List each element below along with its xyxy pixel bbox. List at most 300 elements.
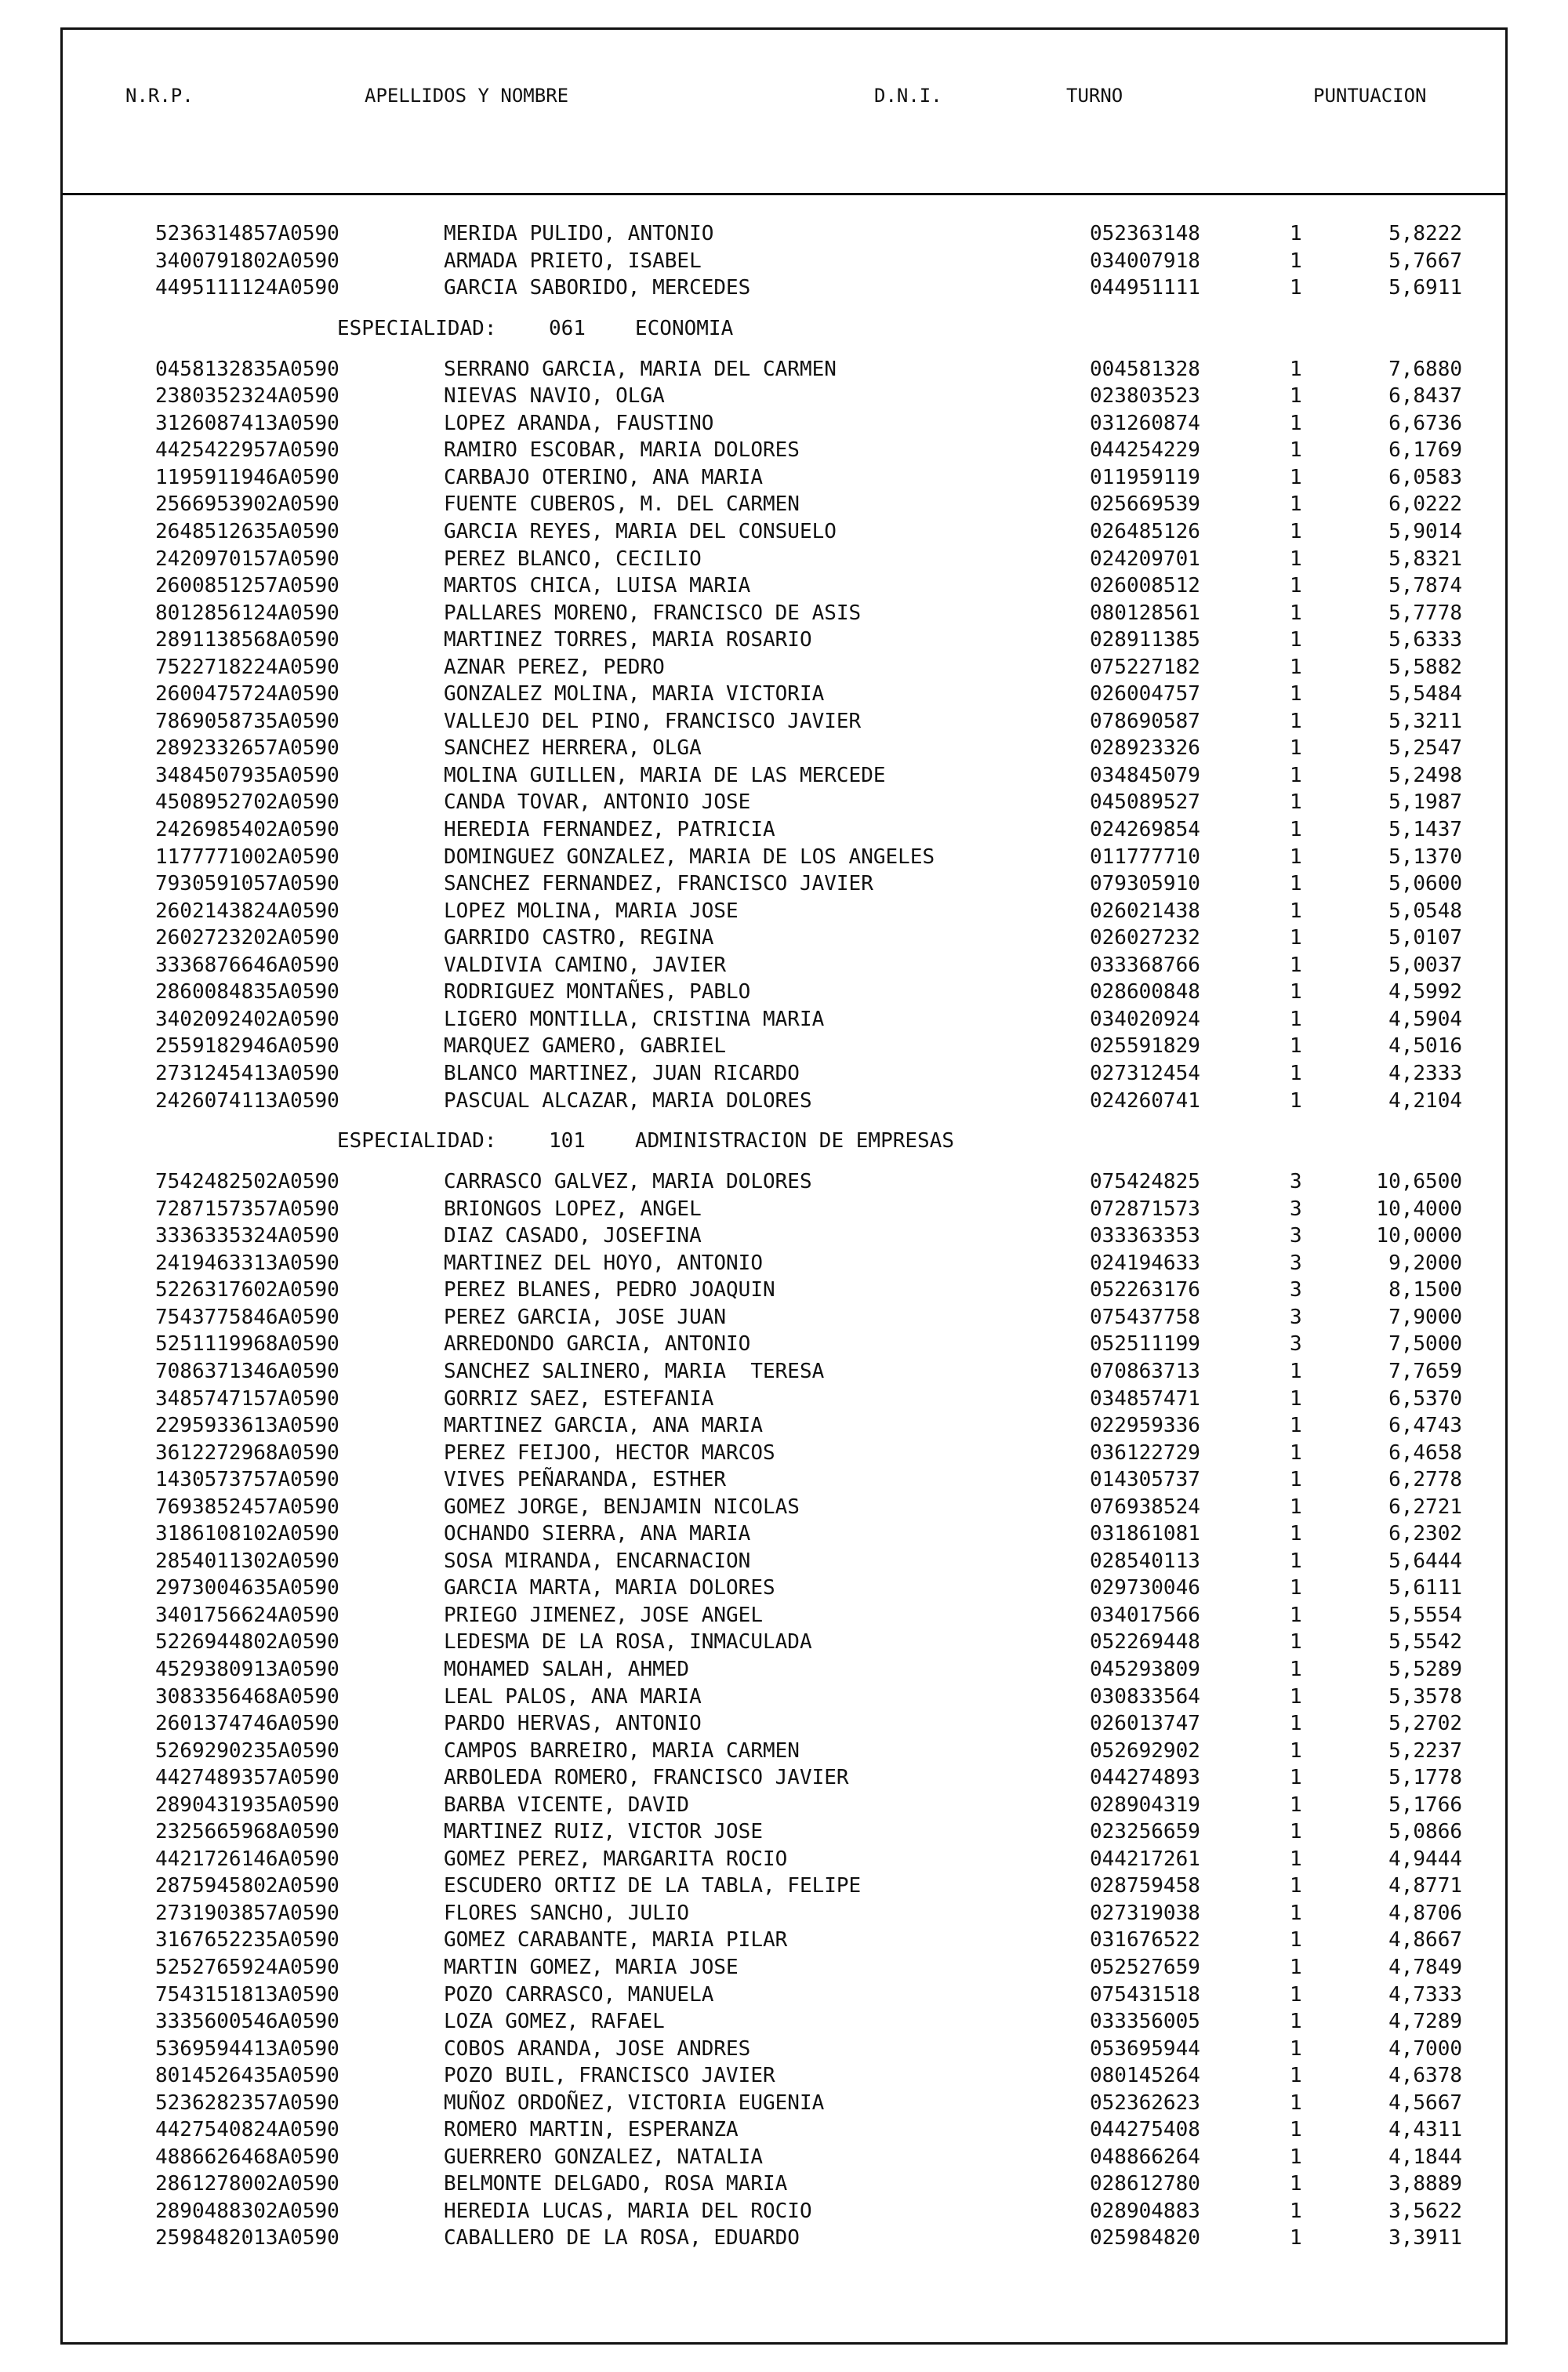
cell-score: 5,5542 (1388, 1630, 1462, 1655)
cell-score: 6,1769 (1388, 438, 1462, 463)
cell-dni: 024209701 (1090, 547, 1200, 571)
cell-name: ESCUDERO ORTIZ DE LA TABLA, FELIPE (444, 1874, 862, 1898)
cell-turno: 1 (1290, 1793, 1302, 1817)
cell-dni: 034857471 (1090, 1386, 1200, 1411)
cell-nrp: 7869058735A0590 (155, 709, 339, 733)
cell-nrp: 2295933613A0590 (155, 1414, 339, 1438)
cell-turno: 1 (1290, 1088, 1302, 1113)
cell-nrp: 1177771002A0590 (155, 845, 339, 869)
cell-turno: 3 (1290, 1278, 1302, 1302)
cell-dni: 075424825 (1090, 1170, 1200, 1194)
cell-nrp: 1195911946A0590 (155, 465, 339, 489)
cell-dni: 025984820 (1090, 2226, 1200, 2250)
cell-nrp: 5226944802A0590 (155, 1630, 339, 1655)
cell-score: 6,6736 (1388, 411, 1462, 435)
table-row (63, 1575, 1505, 1602)
cell-dni: 025669539 (1090, 492, 1200, 517)
specialty-name: ECONOMIA (635, 316, 734, 340)
table-row (63, 1033, 1505, 1060)
cell-turno: 1 (1290, 1522, 1302, 1546)
column-header (63, 30, 1505, 195)
cell-turno: 1 (1290, 1414, 1302, 1438)
cell-name: GARRIDO CASTRO, REGINA (444, 926, 714, 950)
cell-dni: 027312454 (1090, 1061, 1200, 1085)
cell-name: PEREZ BLANCO, CECILIO (444, 547, 702, 571)
cell-turno: 1 (1290, 547, 1302, 571)
cell-name: GORRIZ SAEZ, ESTEFANIA (444, 1386, 714, 1411)
cell-score: 4,7289 (1388, 2010, 1462, 2034)
cell-turno: 1 (1290, 709, 1302, 733)
cell-score: 6,2302 (1388, 1522, 1462, 1546)
cell-dni: 029730046 (1090, 1576, 1200, 1600)
cell-score: 6,4658 (1388, 1440, 1462, 1465)
cell-turno: 1 (1290, 1603, 1302, 1627)
cell-name: CARRASCO GALVEZ, MARIA DOLORES (444, 1170, 812, 1194)
cell-turno: 1 (1290, 899, 1302, 923)
cell-name: MOLINA GUILLEN, MARIA DE LAS MERCEDE (444, 763, 886, 787)
table-row (63, 681, 1505, 708)
cell-turno: 1 (1290, 222, 1302, 245)
cell-name: PEREZ BLANES, PEDRO JOAQUIN (444, 1278, 775, 1302)
cell-name: MARQUEZ GAMERO, GABRIEL (444, 1034, 727, 1059)
cell-nrp: 5269290235A0590 (155, 1738, 339, 1763)
cell-turno: 1 (1290, 818, 1302, 842)
table-row (63, 762, 1505, 790)
cell-name: POZO BUIL, FRANCISCO JAVIER (444, 2064, 775, 2088)
cell-name: NIEVAS NAVIO, OLGA (444, 384, 665, 409)
cell-nrp: 2973004635A0590 (155, 1576, 339, 1600)
cell-score: 4,2104 (1388, 1088, 1462, 1113)
cell-score: 4,5992 (1388, 980, 1462, 1004)
cell-dni: 031260874 (1090, 411, 1200, 435)
cell-name: PARDO HERVAS, ANTONIO (444, 1712, 702, 1736)
cell-nrp: 2602723202A0590 (155, 926, 339, 950)
cell-score: 6,0222 (1388, 492, 1462, 517)
cell-turno: 1 (1290, 1034, 1302, 1059)
cell-score: 5,0866 (1388, 1820, 1462, 1844)
table-row (63, 952, 1505, 979)
cell-score: 10,6500 (1376, 1170, 1462, 1194)
table-row (63, 1656, 1505, 1684)
cell-score: 5,7874 (1388, 574, 1462, 598)
cell-score: 4,8667 (1388, 1928, 1462, 1952)
cell-turno: 1 (1290, 1007, 1302, 1031)
cell-turno: 1 (1290, 2199, 1302, 2223)
table-row (63, 2116, 1505, 2144)
cell-name: VALLEJO DEL PINO, FRANCISCO JAVIER (444, 709, 862, 733)
cell-score: 5,5554 (1388, 1603, 1462, 1627)
cell-dni: 033368766 (1090, 953, 1200, 977)
cell-name: ARBOLEDA ROMERO, FRANCISCO JAVIER (444, 1766, 849, 1790)
cell-name: ARREDONDO GARCIA, ANTONIO (444, 1332, 751, 1357)
table-row (63, 2170, 1505, 2198)
cell-name: SANCHEZ HERRERA, OLGA (444, 736, 702, 761)
cell-name: PRIEGO JIMENEZ, JOSE ANGEL (444, 1603, 763, 1627)
cell-score: 5,5484 (1388, 682, 1462, 707)
cell-turno: 1 (1290, 411, 1302, 435)
cell-nrp: 5236282357A0590 (155, 2090, 339, 2115)
cell-dni: 033363353 (1090, 1224, 1200, 1248)
cell-dni: 028612780 (1090, 2172, 1200, 2196)
cell-dni: 075437758 (1090, 1305, 1200, 1329)
table-row (63, 924, 1505, 952)
cell-nrp: 2559182946A0590 (155, 1034, 339, 1059)
cell-dni: 072871573 (1090, 1197, 1200, 1221)
cell-turno: 1 (1290, 1766, 1302, 1790)
cell-score: 5,1766 (1388, 1793, 1462, 1817)
cell-nrp: 5252765924A0590 (155, 1956, 339, 1979)
cell-dni: 034845079 (1090, 763, 1200, 787)
cell-score: 10,4000 (1376, 1197, 1462, 1221)
cell-score: 5,6444 (1388, 1549, 1462, 1573)
cell-dni: 036122729 (1090, 1440, 1200, 1465)
cell-name: LOZA GOMEZ, RAFAEL (444, 2010, 665, 2034)
cell-nrp: 3126087413A0590 (155, 411, 339, 435)
cell-turno: 1 (1290, 1468, 1302, 1492)
cell-turno: 1 (1290, 1738, 1302, 1763)
cell-dni: 026485126 (1090, 520, 1200, 544)
cell-nrp: 2600851257A0590 (155, 574, 339, 598)
cell-name: PALLARES MORENO, FRANCISCO DE ASIS (444, 601, 862, 625)
cell-score: 5,1370 (1388, 845, 1462, 869)
cell-score: 4,8771 (1388, 1874, 1462, 1898)
cell-nrp: 2891138568A0590 (155, 628, 339, 652)
cell-score: 4,5904 (1388, 1007, 1462, 1031)
cell-name: BRIONGOS LOPEZ, ANGEL (444, 1197, 702, 1221)
table-row (63, 1548, 1505, 1575)
cell-score: 10,0000 (1376, 1224, 1462, 1248)
cell-turno: 3 (1290, 1224, 1302, 1248)
cell-nrp: 5251119968A0590 (155, 1332, 339, 1357)
cell-turno: 1 (1290, 1982, 1302, 2007)
cell-name: BLANCO MARTINEZ, JUAN RICARDO (444, 1061, 800, 1085)
cell-name: PEREZ GARCIA, JOSE JUAN (444, 1305, 727, 1329)
table-row (63, 1494, 1505, 1521)
cell-dni: 026021438 (1090, 899, 1200, 923)
cell-dni: 014305737 (1090, 1468, 1200, 1492)
cell-name: GOMEZ PEREZ, MARGARITA ROCIO (444, 1847, 788, 1871)
cell-score: 3,3911 (1388, 2226, 1462, 2250)
cell-dni: 052692902 (1090, 1738, 1200, 1763)
cell-name: OCHANDO SIERRA, ANA MARIA (444, 1522, 751, 1546)
table-row (63, 1386, 1505, 1413)
cell-nrp: 3402092402A0590 (155, 1007, 339, 1031)
cell-turno: 1 (1290, 736, 1302, 761)
table-row (63, 1304, 1505, 1331)
cell-turno: 3 (1290, 1332, 1302, 1357)
cell-turno: 1 (1290, 601, 1302, 625)
cell-nrp: 2601374746A0590 (155, 1712, 339, 1736)
table-row (63, 1684, 1505, 1711)
cell-score: 5,5289 (1388, 1657, 1462, 1681)
cell-dni: 026027232 (1090, 926, 1200, 950)
cell-name: ROMERO MARTIN, ESPERANZA (444, 2118, 739, 2142)
specialty-label: ESPECIALIDAD: (337, 1129, 497, 1153)
cell-score: 3,8889 (1388, 2172, 1462, 2196)
table-row (63, 844, 1505, 871)
cell-dni: 026008512 (1090, 574, 1200, 598)
cell-dni: 028923326 (1090, 736, 1200, 761)
cell-nrp: 4421726146A0590 (155, 1847, 339, 1871)
table-row (63, 491, 1505, 518)
table-row (63, 979, 1505, 1006)
cell-nrp: 3186108102A0590 (155, 1522, 339, 1546)
table-row (63, 816, 1505, 844)
cell-turno: 1 (1290, 1901, 1302, 1925)
cell-name: FUENTE CUBEROS, M. DEL CARMEN (444, 492, 800, 517)
cell-turno: 1 (1290, 682, 1302, 707)
cell-score: 9,2000 (1388, 1251, 1462, 1275)
cell-dni: 028904883 (1090, 2199, 1200, 2223)
table-row (63, 1331, 1505, 1358)
cell-nrp: 2600475724A0590 (155, 682, 339, 707)
cell-nrp: 2860084835A0590 (155, 980, 339, 1004)
cell-name: MARTOS CHICA, LUISA MARIA (444, 574, 751, 598)
cell-nrp: 2890488302A0590 (155, 2199, 339, 2223)
cell-nrp: 5369594413A0590 (155, 2036, 339, 2061)
cell-nrp: 2602143824A0590 (155, 899, 339, 923)
cell-nrp: 7930591057A0590 (155, 872, 339, 896)
cell-nrp: 3612272968A0590 (155, 1440, 339, 1465)
cell-turno: 1 (1290, 1576, 1302, 1600)
cell-turno: 1 (1290, 2064, 1302, 2088)
table-row (63, 898, 1505, 925)
cell-score: 5,6911 (1388, 276, 1462, 300)
cell-score: 4,8706 (1388, 1901, 1462, 1925)
cell-dni: 031676522 (1090, 1928, 1200, 1952)
table-row (63, 1818, 1505, 1846)
cell-dni: 052511199 (1090, 1332, 1200, 1357)
cell-turno: 3 (1290, 1170, 1302, 1194)
cell-turno: 1 (1290, 1061, 1302, 1085)
table-row (63, 2090, 1505, 2117)
table-row (63, 1006, 1505, 1033)
cell-name: CARBAJO OTERINO, ANA MARIA (444, 465, 763, 489)
cell-nrp: 7522718224A0590 (155, 655, 339, 679)
cell-score: 4,7333 (1388, 1982, 1462, 2007)
specialty-label: ESPECIALIDAD: (337, 316, 497, 340)
cell-nrp: 8012856124A0590 (155, 601, 339, 625)
cell-nrp: 8014526435A0590 (155, 2064, 339, 2088)
cell-dni: 031861081 (1090, 1522, 1200, 1546)
cell-turno: 1 (1290, 953, 1302, 977)
cell-dni: 024260741 (1090, 1088, 1200, 1113)
cell-name: BELMONTE DELGADO, ROSA MARIA (444, 2172, 788, 2196)
cell-name: LOPEZ MOLINA, MARIA JOSE (444, 899, 739, 923)
cell-turno: 3 (1290, 1197, 1302, 1221)
cell-score: 5,6333 (1388, 628, 1462, 652)
table-row (63, 2036, 1505, 2063)
cell-turno: 1 (1290, 1440, 1302, 1465)
cell-name: PASCUAL ALCAZAR, MARIA DOLORES (444, 1088, 812, 1113)
table-row (63, 274, 1505, 302)
header-dni: D.N.I. (874, 85, 942, 107)
cell-dni: 044275408 (1090, 2118, 1200, 2142)
cell-turno: 1 (1290, 276, 1302, 300)
cell-dni: 079305910 (1090, 872, 1200, 896)
cell-nrp: 0458132835A0590 (155, 357, 339, 381)
cell-score: 6,5370 (1388, 1386, 1462, 1411)
cell-turno: 1 (1290, 926, 1302, 950)
cell-dni: 044274893 (1090, 1766, 1200, 1790)
cell-nrp: 2854011302A0590 (155, 1549, 339, 1573)
cell-dni: 026004757 (1090, 682, 1200, 707)
cell-turno: 1 (1290, 492, 1302, 517)
header-turno: TURNO (1066, 85, 1123, 107)
table-row (63, 1168, 1505, 1196)
cell-score: 4,4311 (1388, 2118, 1462, 2142)
cell-score: 5,7778 (1388, 601, 1462, 625)
cell-dni: 052362623 (1090, 2090, 1200, 2115)
table-row (63, 1764, 1505, 1792)
cell-score: 5,2237 (1388, 1738, 1462, 1763)
cell-score: 7,6880 (1388, 357, 1462, 381)
cell-name: POZO CARRASCO, MANUELA (444, 1982, 714, 2007)
cell-score: 5,7667 (1388, 249, 1462, 273)
cell-turno: 1 (1290, 2145, 1302, 2169)
cell-turno: 1 (1290, 1549, 1302, 1573)
table-row (63, 1196, 1505, 1223)
cell-name: SOSA MIRANDA, ENCARNACION (444, 1549, 751, 1573)
cell-nrp: 7543775846A0590 (155, 1305, 339, 1329)
table-row (63, 220, 1505, 248)
table-row (63, 789, 1505, 816)
cell-nrp: 2420970157A0590 (155, 547, 339, 571)
cell-score: 4,6378 (1388, 2064, 1462, 2088)
table-row (63, 410, 1505, 438)
cell-score: 4,1844 (1388, 2145, 1462, 2169)
cell-nrp: 3167652235A0590 (155, 1928, 339, 1952)
cell-dni: 052269448 (1090, 1630, 1200, 1655)
cell-nrp: 3336876646A0590 (155, 953, 339, 977)
cell-nrp: 3335600546A0590 (155, 2010, 339, 2034)
cell-score: 4,2333 (1388, 1061, 1462, 1085)
cell-dni: 023803523 (1090, 384, 1200, 409)
cell-dni: 045293809 (1090, 1657, 1200, 1681)
table-row (63, 1250, 1505, 1277)
table-row (63, 1602, 1505, 1629)
cell-turno: 1 (1290, 2226, 1302, 2250)
cell-score: 4,7849 (1388, 1956, 1462, 1979)
cell-dni: 034007918 (1090, 249, 1200, 273)
cell-dni: 025591829 (1090, 1034, 1200, 1059)
table-row (63, 1927, 1505, 1954)
cell-turno: 1 (1290, 1630, 1302, 1655)
cell-dni: 024194633 (1090, 1251, 1200, 1275)
cell-name: CAMPOS BARREIRO, MARIA CARMEN (444, 1738, 800, 1763)
cell-name: HEREDIA LUCAS, MARIA DEL ROCIO (444, 2199, 812, 2223)
table-row (63, 2062, 1505, 2090)
cell-dni: 033356005 (1090, 2010, 1200, 2034)
table-row (63, 1440, 1505, 1467)
cell-name: MARTINEZ RUIZ, VICTOR JOSE (444, 1820, 763, 1844)
cell-score: 6,0583 (1388, 465, 1462, 489)
cell-turno: 3 (1290, 1305, 1302, 1329)
cell-nrp: 2861278002A0590 (155, 2172, 339, 2196)
table-row (63, 572, 1505, 600)
cell-nrp: 3485747157A0590 (155, 1386, 339, 1411)
cell-turno: 3 (1290, 1251, 1302, 1275)
cell-turno: 1 (1290, 520, 1302, 544)
cell-turno: 1 (1290, 249, 1302, 273)
specialty-code: 101 (549, 1129, 586, 1153)
cell-nrp: 2731245413A0590 (155, 1061, 339, 1085)
cell-nrp: 2890431935A0590 (155, 1793, 339, 1817)
cell-dni: 048866264 (1090, 2145, 1200, 2169)
table-row (63, 1738, 1505, 1765)
cell-nrp: 2875945802A0590 (155, 1874, 339, 1898)
cell-turno: 1 (1290, 763, 1302, 787)
cell-name: GARCIA REYES, MARIA DEL CONSUELO (444, 520, 837, 544)
results-list (63, 220, 1505, 2252)
table-row (63, 1466, 1505, 1494)
cell-nrp: 4886626468A0590 (155, 2145, 339, 2169)
cell-nrp: 7287157357A0590 (155, 1197, 339, 1221)
table-row (63, 2144, 1505, 2171)
table-row (63, 464, 1505, 492)
cell-dni: 028759458 (1090, 1874, 1200, 1898)
cell-nrp: 1430573757A0590 (155, 1468, 339, 1492)
table-row (63, 1060, 1505, 1088)
cell-score: 6,8437 (1388, 384, 1462, 409)
specialty-name: ADMINISTRACION DE EMPRESAS (635, 1129, 954, 1153)
cell-score: 4,9444 (1388, 1847, 1462, 1871)
cell-score: 5,9014 (1388, 520, 1462, 544)
cell-dni: 004581328 (1090, 357, 1200, 381)
cell-score: 5,1987 (1388, 790, 1462, 815)
cell-name: GONZALEZ MOLINA, MARIA VICTORIA (444, 682, 825, 707)
table-row (63, 1629, 1505, 1656)
table-row (63, 356, 1505, 383)
cell-nrp: 4495111124A0590 (155, 276, 339, 300)
cell-score: 5,0107 (1388, 926, 1462, 950)
cell-turno: 1 (1290, 655, 1302, 679)
cell-dni: 076938524 (1090, 1495, 1200, 1519)
cell-name: VIVES PEÑARANDA, ESTHER (444, 1468, 727, 1492)
cell-name: PEREZ FEIJOO, HECTOR MARCOS (444, 1440, 775, 1465)
cell-dni: 053695944 (1090, 2036, 1200, 2061)
cell-turno: 1 (1290, 2036, 1302, 2061)
table-row (63, 1792, 1505, 1819)
cell-name: BARBA VICENTE, DAVID (444, 1793, 690, 1817)
table-row (63, 1982, 1505, 2009)
cell-turno: 1 (1290, 845, 1302, 869)
cell-score: 7,5000 (1388, 1332, 1462, 1357)
cell-dni: 011777710 (1090, 845, 1200, 869)
table-row (63, 1873, 1505, 1900)
cell-nrp: 2731903857A0590 (155, 1901, 339, 1925)
cell-score: 5,8321 (1388, 547, 1462, 571)
cell-name: LEDESMA DE LA ROSA, INMACULADA (444, 1630, 812, 1655)
table-row (63, 1710, 1505, 1738)
cell-dni: 022959336 (1090, 1414, 1200, 1438)
table-row (63, 1222, 1505, 1250)
cell-dni: 044254229 (1090, 438, 1200, 463)
cell-nrp: 7542482502A0590 (155, 1170, 339, 1194)
cell-nrp: 4529380913A0590 (155, 1657, 339, 1681)
cell-turno: 1 (1290, 1386, 1302, 1411)
cell-dni: 052527659 (1090, 1956, 1200, 1979)
cell-name: GOMEZ CARABANTE, MARIA PILAR (444, 1928, 788, 1952)
cell-name: AZNAR PEREZ, PEDRO (444, 655, 665, 679)
cell-turno: 1 (1290, 790, 1302, 815)
cell-turno: 1 (1290, 384, 1302, 409)
cell-nrp: 2598482013A0590 (155, 2226, 339, 2250)
table-row (63, 383, 1505, 410)
cell-dni: 023256659 (1090, 1820, 1200, 1844)
cell-turno: 1 (1290, 2010, 1302, 2034)
cell-nrp: 7543151813A0590 (155, 1982, 339, 2007)
